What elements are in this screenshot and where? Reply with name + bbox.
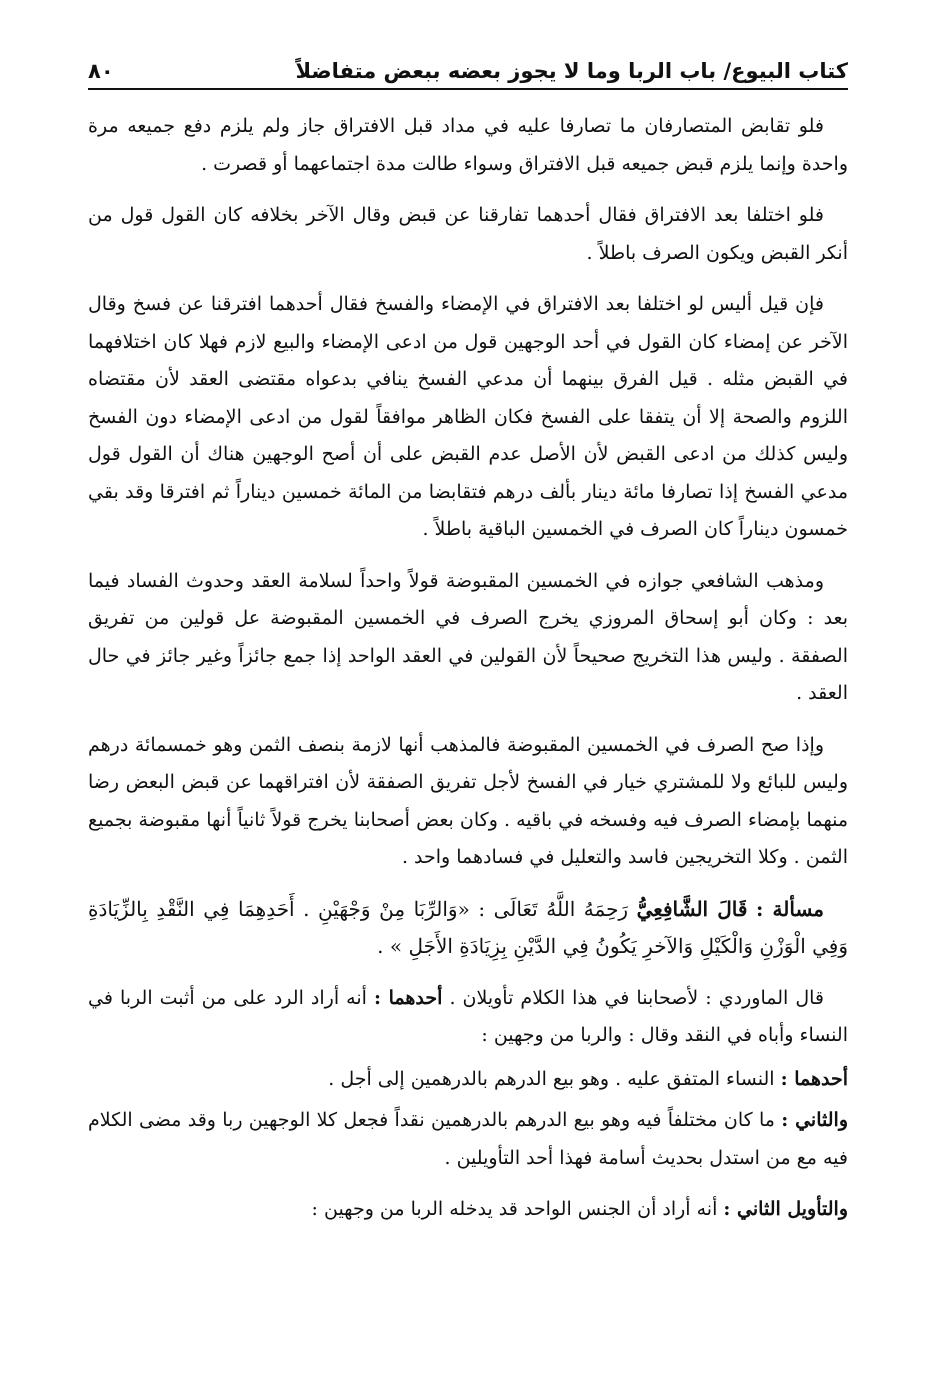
list-item [88,1061,848,1099]
page-number: ٨٠ [88,58,114,83]
item-label: أحدهما : [780,1067,848,1090]
paragraph-2: فلو اختلفا بعد الافتراق فقال أحدهما تفارقنا عن قبض وقال الآخر بخلافه كان القول قول من أنكر القبض ويكون الصرف باطلاً . [88,204,848,264]
item-text: النساء المتفق عليه . وهو بيع الدرهم بالدرهمين إلى أجل . [328,1067,775,1090]
masala-label: مسألة : [756,896,824,921]
masala-paragraph [88,891,848,966]
paragraph-4: ومذهب الشافعي جوازه في الخمسين المقبوضة قولاً واحداً لسلامة العقد وحدوث الفساد فيما بعد : وكان أبو إسحاق المروزي يخرج الصرف في الخمسين المقبوضة عل قولين من تفريق الصفقة . وليس هذا التخريج صحيحاً لأن القولين في العقد الواحد إذا جمع جائزاً وغير جائز في حال العقد . [88,569,848,704]
item-label: والثاني : [781,1109,848,1131]
mawardi-intro: قال الماوردي : لأصحابنا في هذا الكلام تأويلان . [449,986,825,1009]
header-title: كتاب البيوع/ باب الربا وما لا يجوز بعضه ببعض متفاضلاً [295,58,848,83]
paragraph-5: وإذا صح الصرف في الخمسين المقبوضة فالمذهب أنها لازمة بنصف الثمن وهو خمسمائة درهم وليس للبائع ولا للمشتري خيار في الفسخ لأجل تفريق الصفقة لأن افتراقهما عن قبض البعض رضا منهما بإمضاء الصرف فيه وفسخه في باقيه . وكان بعض أصحابنا يخرج قولاً ثانياً أنها مقبوضة بجميع الثمن . وكلا التخريجين فاسد والتعليل في فسادهما واحد . [88,733,848,868]
masala-speaker: قَالَ الشَّافِعِيُّ [636,896,748,921]
masala-text: رَحِمَهُ اللَّهُ تَعَالَى : «وَالرِّبَا مِنْ وَجْهَيْنِ . أَحَدِهِمَا فِي النَّقْدِ بِالزِّيَادَةِ وَفِي الْوَزْنِ وَالْكَيْلِ وَالآخرِ يَكُونُ فِي الدَّيْنِ بِزِيَادَةِ الأَجَلِ » . [88,896,848,958]
second-interpretation [88,1191,848,1229]
second-interpretation-text: أنه أراد أن الجنس الواحد قد يدخله الربا من وجهين : [311,1198,718,1220]
paragraph-3: فإن قيل أليس لو اختلفا بعد الافتراق في الإمضاء والفسخ فقال أحدهما افترقنا عن فسخ وقال الآخر عن إمضاء كان القول في أحد الوجهين قول من ادعى الإمضاء والبيع لازم فهلا كان اختلافهما في القبض مثله . قيل الفرق بينهما أن مدعي الفسخ ينافي بدعواه مقتضى العقد لأن مقتضاه اللزوم والصحة إلا أن يتفقا على الفسخ فكان الظاهر موافقاً لقول من ادعى الإمضاء دون الفسخ وليس كذلك من ادعى القبض لأن الأصل عدم القبض على أن أصح الوجهين هناك أن القول قول مدعي الفسخ إذا تصارفا مائة دينار بألف درهم فتقابضا من المائة خمسين ديناراً ثم افترقا وقد بقي خمسون ديناراً كان الصرف في الخمسين الباقية باطلاً . [88,293,848,540]
item-text: ما كان مختلفاً فيه وهو بيع الدرهم بالدرهمين نقداً فجعل كلا الوجهين ربا وقد مضى الكلام فيه مع من استدل بحديث أسامة فهذا أحد التأويلين . [88,1109,848,1169]
mawardi-label-first: أحدهما : [373,986,443,1009]
mawardi-paragraph [88,980,848,1055]
page-content [88,108,848,1233]
list-item [88,1102,848,1177]
paragraph-1: فلو تقابض المتصارفان ما تصارفا عليه في مداد قبل الافتراق جاز ولم يلزم دفع جميعه مرة واحدة وإنما يلزم قبض جميعه قبل الافتراق وسواء طالت مدة اجتماعهما أو قصرت . [88,115,848,175]
running-header [88,50,848,90]
second-interpretation-label: والتأويل الثاني : [723,1198,848,1220]
mawardi-text: أنه أراد الرد على من أثبت الربا في النساء وأباه في النقد وقال : والربا من وجهين : [88,986,848,1046]
